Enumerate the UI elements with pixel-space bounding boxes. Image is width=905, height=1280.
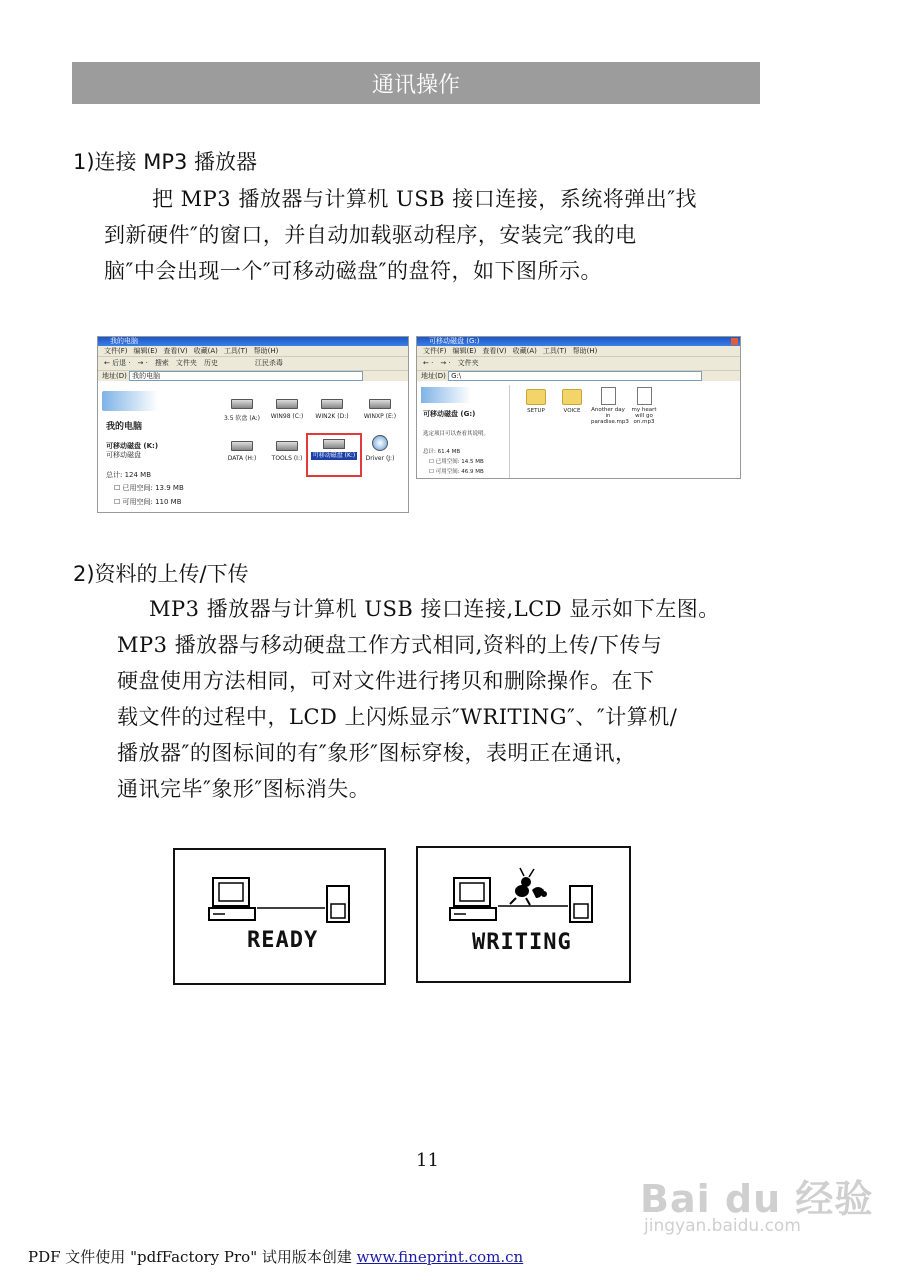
disk-used: ☐ 已用空间: 13.9 MB	[114, 484, 184, 492]
address-bar	[417, 370, 740, 381]
free-value: 可用空间: 110 MB	[122, 498, 182, 506]
computer-to-player-icon	[205, 872, 355, 932]
baidu-watermark	[640, 1140, 874, 1240]
address-input[interactable]: G:\	[448, 371, 702, 381]
player-icon	[327, 886, 349, 922]
paragraph-line: 脑″中会出现一个″可移动磁盘″的盘符，如下图所示。	[104, 259, 603, 283]
removable-disk-icon	[323, 439, 345, 449]
antivirus-button[interactable]: 江民杀毒	[254, 359, 283, 367]
menu-bar	[417, 346, 740, 356]
menu-item[interactable]: 工具(T)	[542, 347, 567, 355]
item-label: VOICE	[563, 408, 581, 414]
free-value: 可用空间: 46.9 MB	[435, 469, 484, 475]
used-value: 已用空间: 13.9 MB	[122, 484, 184, 492]
menu-item[interactable]: 查看(V)	[163, 347, 188, 355]
folder-item[interactable]	[555, 389, 589, 414]
hard-drive-icon	[231, 441, 253, 451]
disk-subtitle: 可移动磁盘	[106, 451, 141, 459]
menu-item[interactable]: 文件(F)	[423, 347, 447, 355]
window-title: 可移动磁盘 (G:)	[429, 337, 480, 345]
disk-icon	[421, 387, 471, 403]
disk-total: 总计: 61.4 MB	[423, 449, 461, 455]
drive-label: WIN98 (C:)	[270, 413, 304, 420]
drive-label: TOOLS (I:)	[271, 455, 303, 462]
menu-item[interactable]: 编辑(E)	[133, 347, 158, 355]
toolbar	[98, 356, 408, 370]
cd-drive-icon	[372, 435, 388, 451]
footer-text: PDF 文件使用 "pdfFactory Pro" 试用版本创建	[28, 1248, 357, 1266]
watermark-brand: Bai du 经验	[640, 1177, 874, 1221]
lcd-ready-panel	[173, 848, 386, 985]
ant-icon	[510, 868, 547, 905]
menu-item[interactable]: 查看(V)	[482, 347, 507, 355]
window-titlebar	[417, 337, 740, 346]
hard-drive-icon	[276, 399, 298, 409]
paragraph-line: 通讯完毕″象形″图标消失。	[117, 777, 371, 801]
back-button[interactable]: ← ·	[423, 359, 434, 367]
history-button[interactable]: 历史	[203, 359, 218, 367]
forward-button[interactable]: → ·	[440, 359, 451, 367]
folder-icon	[526, 389, 546, 405]
computer-icon	[209, 878, 255, 920]
left-task-pane	[98, 385, 193, 512]
player-icon	[570, 886, 592, 922]
drive-label: WINXP (E:)	[363, 413, 397, 420]
paragraph-line: 载文件的过程中，LCD 上闪烁显示″WRITING″、″计算机/	[117, 705, 678, 729]
item-label: SETUP	[527, 408, 545, 414]
lcd-status-text: WRITING	[472, 930, 572, 955]
watermark-url: jingyan.baidu.com	[644, 1216, 801, 1236]
forward-button[interactable]: → ·	[137, 359, 148, 367]
address-input[interactable]: 我的电脑	[129, 371, 363, 381]
computer-icon	[102, 391, 158, 411]
window-titlebar	[98, 337, 408, 346]
transfer-animation-icon	[446, 860, 606, 930]
file-item[interactable]	[627, 387, 661, 425]
folder-item[interactable]	[519, 389, 553, 414]
item-label: my heart will go on.mp3	[631, 407, 657, 425]
drive-label: DATA (H:)	[227, 455, 257, 462]
footer-link[interactable]: www.fineprint.com.cn	[356, 1248, 524, 1266]
drive-label: 可移动磁盘 (K:)	[312, 452, 356, 459]
lcd-status-text: READY	[247, 928, 319, 953]
drive-label: Driver (J:)	[365, 455, 395, 462]
disk-total: 总计: 124 MB	[106, 471, 152, 479]
menu-item[interactable]: 收藏(A)	[193, 347, 218, 355]
mp3-file-icon	[637, 387, 652, 405]
address-label: 地址(D)	[421, 372, 446, 380]
section1-heading: 1)连接 MP3 播放器	[73, 150, 258, 174]
floppy-drive-icon	[231, 399, 253, 409]
drive-d[interactable]	[306, 399, 358, 420]
drive-j[interactable]	[354, 435, 406, 462]
drive-label: 3.5 软盘 (A:)	[223, 415, 261, 422]
address-label: 地址(D)	[102, 372, 127, 380]
toolbar	[417, 356, 740, 370]
my-computer-screenshot	[97, 336, 409, 513]
menu-item[interactable]: 帮助(H)	[253, 347, 279, 355]
file-item[interactable]	[591, 387, 629, 425]
menu-item[interactable]: 帮助(H)	[572, 347, 598, 355]
hard-drive-icon	[321, 399, 343, 409]
paragraph-line: 把 MP3 播放器与计算机 USB 接口连接，系统将弹出″找	[152, 187, 698, 211]
menu-item[interactable]: 工具(T)	[223, 347, 248, 355]
disk-free: ☐ 可用空间: 46.9 MB	[429, 469, 484, 475]
disk-title: 可移动磁盘 (K:)	[106, 442, 159, 450]
close-icon[interactable]	[731, 338, 738, 345]
disk-used: ☐ 已用空间: 14.5 MB	[429, 459, 484, 465]
hard-drive-icon	[369, 399, 391, 409]
pane-hint: 选定项目可以查看其说明。	[423, 431, 490, 437]
left-task-pane	[417, 385, 510, 478]
search-button[interactable]: 搜索	[154, 359, 169, 367]
lcd-writing-panel	[416, 846, 631, 983]
pdf-footer	[28, 1246, 523, 1267]
page-number: 11	[416, 1150, 439, 1171]
drive-label: WIN2K (D:)	[315, 413, 349, 420]
item-label: Another day in paradise.mp3	[591, 407, 629, 425]
menu-item[interactable]: 文件(F)	[104, 347, 128, 355]
computer-icon	[450, 878, 496, 920]
used-value: 已用空间: 14.5 MB	[435, 459, 484, 465]
pane-title: 可移动磁盘 (G:)	[423, 410, 476, 418]
mp3-file-icon	[601, 387, 616, 405]
back-button[interactable]: ← 后退 ·	[104, 359, 131, 367]
paragraph-line: MP3 播放器与移动硬盘工作方式相同,资料的上传/下传与	[117, 633, 663, 657]
paragraph-line: 到新硬件″的窗口，并自动加载驱动程序，安装完″我的电	[104, 223, 637, 247]
folders-button[interactable]: 文件夹	[175, 359, 197, 367]
menu-bar	[98, 346, 408, 356]
paragraph-line: MP3 播放器与计算机 USB 接口连接,LCD 显示如下左图。	[149, 597, 720, 621]
folders-button[interactable]: 文件夹	[457, 359, 479, 367]
drive-e[interactable]	[354, 399, 406, 420]
menu-item[interactable]: 收藏(A)	[512, 347, 537, 355]
hard-drive-icon	[276, 441, 298, 451]
section2-paragraph	[117, 591, 720, 807]
paragraph-line: 硬盘使用方法相同，可对文件进行拷贝和删除操作。在下	[117, 669, 655, 693]
section2-heading: 2)资料的上传/下传	[73, 562, 249, 586]
removable-disk-screenshot	[416, 336, 741, 479]
folder-icon	[562, 389, 582, 405]
window-title: 我的电脑	[110, 337, 138, 345]
paragraph-line: 播放器″的图标间的有″象形″图标穿梭，表明正在通讯，	[117, 741, 637, 765]
pane-title: 我的电脑	[106, 422, 143, 432]
address-bar	[98, 370, 408, 381]
section1-paragraph	[104, 181, 697, 289]
section-banner: 通讯操作	[72, 62, 760, 104]
menu-item[interactable]: 编辑(E)	[452, 347, 477, 355]
disk-free: ☐ 可用空间: 110 MB	[114, 498, 182, 506]
